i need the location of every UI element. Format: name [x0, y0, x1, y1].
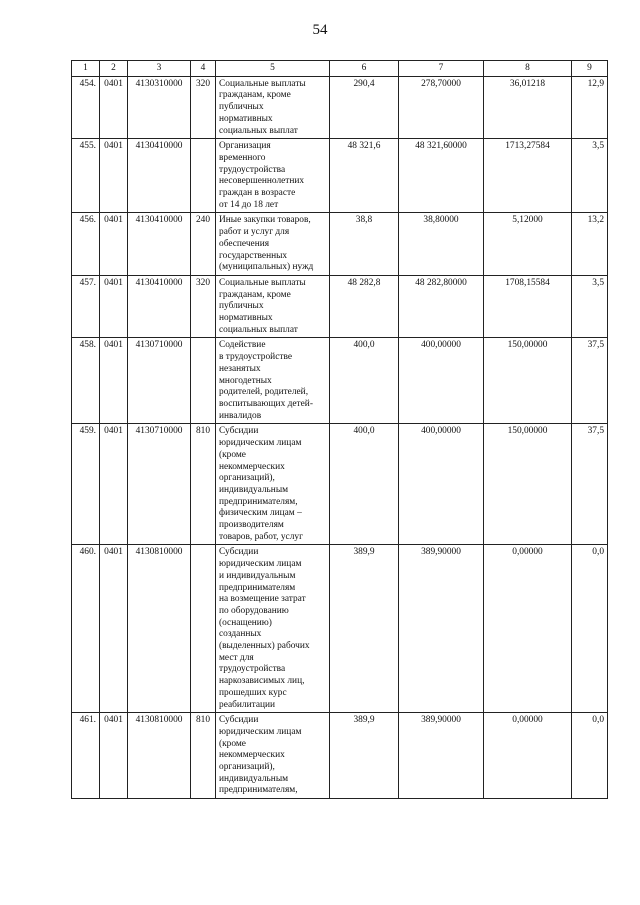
item-name-line: социальных выплат [219, 324, 298, 335]
item-name-line: публичных [219, 301, 264, 312]
item-name-line: некоммерческих [219, 750, 285, 761]
amount-value: 150,00000 [484, 424, 572, 545]
fact-amount: 38,80000 [399, 213, 484, 276]
expense-type-code: 320 [191, 76, 216, 139]
item-name [216, 213, 330, 276]
item-name-line: работ и услуг для [219, 227, 290, 238]
section-code: 0401 [100, 275, 128, 338]
item-name-line: наркозависимых лиц, [219, 676, 305, 687]
item-name-line: воспитывающих детей- [219, 398, 313, 409]
row-number: 454. [72, 76, 100, 139]
page-number: 54 [312, 22, 328, 38]
target-article-code: 4130310000 [128, 76, 191, 139]
column-header: 8 [484, 61, 572, 77]
item-name [216, 545, 330, 713]
row-number: 456. [72, 213, 100, 276]
item-name-line: (оснащению) [219, 617, 272, 628]
item-name-line: в трудоустройстве [219, 352, 292, 363]
fact-amount: 48 321,60000 [399, 139, 484, 213]
percent-value: 3,5 [572, 275, 608, 338]
column-header: 2 [100, 61, 128, 77]
amount-value: 1713,27584 [484, 139, 572, 213]
amount-value: 5,12000 [484, 213, 572, 276]
item-name [216, 139, 330, 213]
column-header: 3 [128, 61, 191, 77]
header-row [72, 61, 608, 77]
row-number: 459. [72, 424, 100, 545]
item-name-line: юридическим лицам [219, 438, 302, 449]
item-name-line: государственных [219, 250, 288, 261]
section-code: 0401 [100, 713, 128, 799]
item-name-line: многодетных [219, 375, 272, 386]
item-name-line: индивидуальным [219, 484, 289, 495]
item-name-line: нормативных [219, 113, 273, 124]
item-name-line: Иные закупки товаров, [219, 215, 311, 226]
fact-amount: 400,00000 [399, 338, 484, 424]
fact-amount: 400,00000 [399, 424, 484, 545]
plan-amount: 389,9 [330, 545, 399, 713]
item-name-line: социальных выплат [219, 125, 298, 136]
expense-type-code: 320 [191, 275, 216, 338]
section-code: 0401 [100, 213, 128, 276]
item-name-line: граждан в возрасте [219, 188, 296, 199]
target-article-code: 4130410000 [128, 213, 191, 276]
row-number: 455. [72, 139, 100, 213]
item-name [216, 275, 330, 338]
section-code: 0401 [100, 76, 128, 139]
item-name-line: Субсидии [219, 715, 259, 726]
expense-type-code [191, 545, 216, 713]
plan-amount: 38,8 [330, 213, 399, 276]
table-row [72, 275, 608, 338]
table-row [72, 213, 608, 276]
target-article-code: 4130710000 [128, 424, 191, 545]
item-name-line: прошедших курс [219, 687, 287, 698]
item-name-line: товаров, работ, услуг [219, 531, 303, 542]
section-code: 0401 [100, 139, 128, 213]
percent-value: 3,5 [572, 139, 608, 213]
item-name-line: нормативных [219, 313, 273, 324]
expense-type-code [191, 338, 216, 424]
expense-type-code: 810 [191, 424, 216, 545]
column-header: 9 [572, 61, 608, 77]
item-name [216, 713, 330, 799]
section-code: 0401 [100, 424, 128, 545]
item-name-line: организаций), [219, 762, 275, 773]
item-name-line: юридическим лицам [219, 559, 302, 570]
section-code: 0401 [100, 545, 128, 713]
item-name-line: Содействие [219, 340, 266, 351]
plan-amount: 48 282,8 [330, 275, 399, 338]
column-header: 4 [191, 61, 216, 77]
item-name-line: индивидуальным [219, 773, 289, 784]
percent-value: 0,0 [572, 713, 608, 799]
percent-value: 13,2 [572, 213, 608, 276]
plan-amount: 400,0 [330, 338, 399, 424]
item-name-line: инвалидов [219, 410, 262, 421]
item-name-line: несовершеннолетних [219, 176, 305, 187]
table-row [72, 76, 608, 139]
amount-value: 0,00000 [484, 545, 572, 713]
percent-value: 37,5 [572, 424, 608, 545]
item-name-line: временного [219, 152, 266, 163]
table-row [72, 139, 608, 213]
percent-value: 37,5 [572, 338, 608, 424]
expense-type-code [191, 139, 216, 213]
item-name-line: гражданам, кроме [219, 90, 291, 101]
item-name-line: Социальные выплаты [219, 78, 306, 89]
item-name-line: трудоустройства [219, 164, 286, 175]
item-name-line: производителям [219, 520, 284, 531]
row-number: 461. [72, 713, 100, 799]
expense-type-code: 240 [191, 213, 216, 276]
amount-value: 36,01218 [484, 76, 572, 139]
item-name-line: мест для [219, 652, 254, 663]
plan-amount: 400,0 [330, 424, 399, 545]
plan-amount: 389,9 [330, 713, 399, 799]
item-name-line: обеспечения [219, 238, 270, 249]
column-header: 1 [72, 61, 100, 77]
column-header: 6 [330, 61, 399, 77]
item-name-line: реабилитации [219, 699, 276, 710]
item-name-line: некоммерческих [219, 461, 285, 472]
item-name [216, 424, 330, 545]
table-row [72, 545, 608, 713]
column-header: 7 [399, 61, 484, 77]
row-number: 457. [72, 275, 100, 338]
item-name-line: по оборудованию [219, 605, 289, 616]
fact-amount: 389,90000 [399, 713, 484, 799]
target-article-code: 4130810000 [128, 545, 191, 713]
item-name [216, 338, 330, 424]
column-header: 5 [216, 61, 330, 77]
amount-value: 1708,15584 [484, 275, 572, 338]
row-number: 458. [72, 338, 100, 424]
section-code: 0401 [100, 338, 128, 424]
table-row [72, 424, 608, 545]
table-row [72, 338, 608, 424]
target-article-code: 4130410000 [128, 139, 191, 213]
item-name-line: родителей, родителей, [219, 387, 309, 398]
item-name-line: трудоустройства [219, 664, 286, 675]
target-article-code: 4130710000 [128, 338, 191, 424]
item-name-line: организаций), [219, 473, 275, 484]
item-name-line: Субсидии [219, 547, 259, 558]
item-name-line: гражданам, кроме [219, 289, 291, 300]
amount-value: 0,00000 [484, 713, 572, 799]
budget-table [71, 60, 608, 799]
fact-amount: 278,70000 [399, 76, 484, 139]
item-name-line: публичных [219, 102, 264, 113]
item-name-line: Организация [219, 141, 271, 152]
plan-amount: 48 321,6 [330, 139, 399, 213]
item-name-line: юридическим лицам [219, 726, 302, 737]
row-number: 460. [72, 545, 100, 713]
item-name-line: созданных [219, 629, 262, 640]
percent-value: 0,0 [572, 545, 608, 713]
item-name [216, 76, 330, 139]
item-name-line: предпринимателям, [219, 785, 298, 796]
item-name-line: (кроме [219, 738, 246, 749]
amount-value: 150,00000 [484, 338, 572, 424]
target-article-code: 4130410000 [128, 275, 191, 338]
item-name-line: Субсидии [219, 426, 259, 437]
item-name-line: (выделенных) рабочих [219, 641, 310, 652]
percent-value: 12,9 [572, 76, 608, 139]
table-row [72, 713, 608, 799]
item-name-line: от 14 до 18 лет [219, 199, 279, 210]
target-article-code: 4130810000 [128, 713, 191, 799]
item-name-line: и индивидуальным [219, 570, 296, 581]
item-name-line: предпринимателям [219, 582, 296, 593]
item-name-line: (кроме [219, 449, 246, 460]
plan-amount: 290,4 [330, 76, 399, 139]
fact-amount: 389,90000 [399, 545, 484, 713]
expense-type-code: 810 [191, 713, 216, 799]
item-name-line: незанятых [219, 363, 261, 374]
item-name-line: (муниципальных) нужд [219, 262, 314, 273]
item-name-line: Социальные выплаты [219, 277, 306, 288]
table-body [72, 76, 608, 798]
item-name-line: физическим лицам – [219, 508, 302, 519]
item-name-line: предпринимателям, [219, 496, 298, 507]
fact-amount: 48 282,80000 [399, 275, 484, 338]
item-name-line: на возмещение затрат [219, 594, 306, 605]
